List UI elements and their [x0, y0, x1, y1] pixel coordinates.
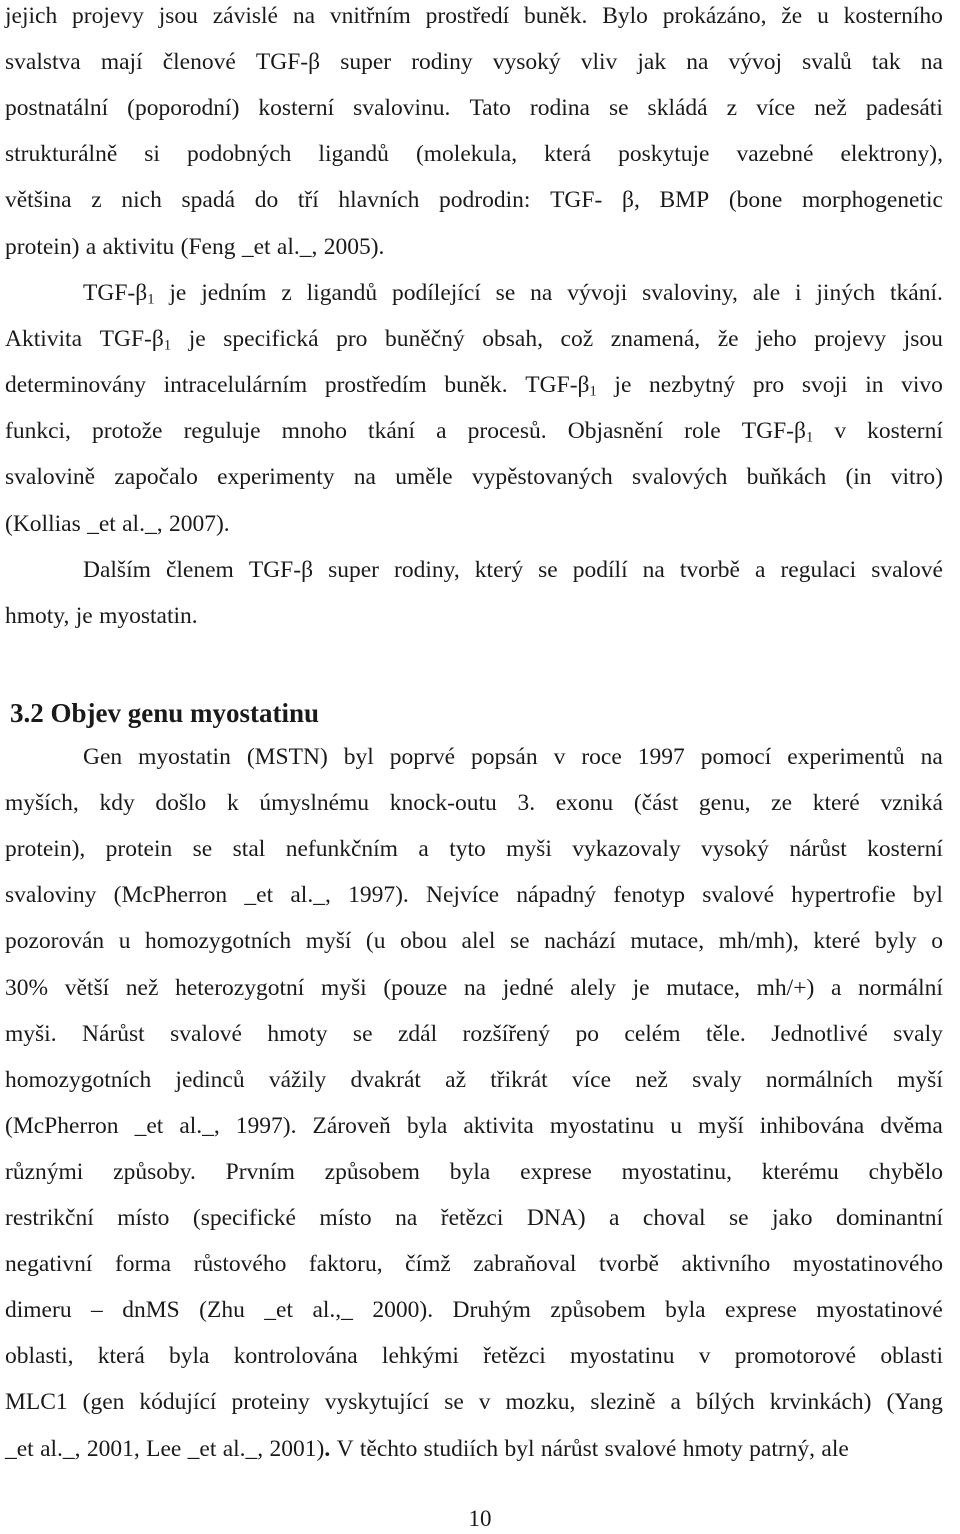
text-line: (Kollias _et al._, 2007). [5, 510, 230, 537]
section-number: 3.2 [10, 698, 44, 728]
text-line: MLC1 (gen kódující proteiny vyskytující se v mozku, slezině a bílých krvinkách) (Yang [5, 1389, 943, 1416]
section-title: Objev genu myostatinu [50, 698, 320, 728]
page-number: 10 [468, 1506, 492, 1531]
text-line: 30% větší než heterozygotní myši (pouze na jedné alely je mutace, mh/+) a normální [5, 974, 943, 1001]
text-line: negativní forma růstového faktoru, čímž zabraňoval tvorbě aktivního myostatinového [5, 1251, 943, 1278]
text-line: oblasti, která byla kontrolována lehkými řetězci myostatinu v promotorové oblasti [5, 1343, 943, 1370]
text-line: Gen myostatin (MSTN) byl poprvé popsán v roce 1997 pomocí experimentů na [83, 744, 943, 770]
text-line: TGF-$\beta_1$ je jedním z ligandů podílející se na vývoji svaloviny, ale i jiných tkání. [83, 280, 943, 308]
text-line: většina z nich spadá do tří hlavních podrodin: TGF- β, BMP (bone morphogenetic [5, 187, 943, 214]
text-line: jejich projevy jsou závislé na vnitřním prostředí buněk. Bylo prokázáno, že u kosterního [5, 3, 943, 29]
text-line: strukturálně si podobných ligandů (molekula, která poskytuje vazebné elektrony), [5, 141, 943, 168]
text-line: homozygotních jedinců vážily dvakrát až třikrát více než svaly normálních myší [5, 1066, 943, 1093]
text-line: myších, kdy došlo k úmyslnému knock-outu 3. exonu (část genu, ze které vzniká [5, 790, 943, 817]
document-page [5, 0, 943, 1533]
text-line: determinovány intracelulárním prostředím buněk. TGF-$\beta_1$ je nezbytný pro svoji in vivo [5, 372, 943, 400]
text-line: protein), protein se stal nefunkčním a tyto myši vykazovaly vysoký nárůst kosterní [5, 836, 943, 863]
text-line: svalovině započalo experimenty na uměle vypěstovaných svalových buňkách (in vitro) [5, 464, 943, 491]
text-line: postnatální (poporodní) kosterní svalovinu. Tato rodina se skládá z více než padesáti [5, 95, 943, 122]
text-line: svalstva mají členové TGF-β super rodiny vysoký vliv jak na vývoj svalů tak na [5, 49, 943, 76]
text-line: hmoty, je myostatin. [5, 603, 198, 630]
text-line: restrikční místo (specifické místo na řetězci DNA) a choval se jako dominantní [5, 1205, 943, 1231]
text-line: _et al._, 2001, Lee _et al._, 2001). V těchto studiích byl nárůst svalové hmoty patrný, ale [5, 1435, 849, 1462]
section-heading [10, 696, 319, 730]
text-line: myši. Nárůst svalové hmoty se zdál rozšířený po celém těle. Jednotlivé svaly [5, 1020, 943, 1047]
text-line: Dalším členem TGF-β super rodiny, který se podílí na tvorbě a regulaci svalové [83, 557, 943, 583]
text-line: (McPherron _et al._, 1997). Zároveň byla aktivita myostatinu u myší inhibována dvěma [5, 1112, 943, 1139]
text-line: protein) a aktivitu (Feng _et al._, 2005). [5, 233, 385, 260]
text-line: funkci, protože reguluje mnoho tkání a procesů. Objasnění role TGF-$\beta_1$ v kosterní [5, 418, 943, 446]
text-line: Aktivita TGF-$\beta_1$ je specifická pro buněčný obsah, což znamená, že jeho projevy jsou [5, 326, 943, 354]
text-line: dimeru – dnMS (Zhu _et al.,_ 2000). Druhým způsobem byla exprese myostatinové [5, 1297, 943, 1324]
text-line: pozorován u homozygotních myší (u obou alel se nachází mutace, mh/mh), které byly o [5, 928, 943, 955]
text-line: svaloviny (McPherron _et al._, 1997). Nejvíce nápadný fenotyp svalové hypertrofie byl [5, 882, 943, 909]
text-line: různými způsoby. Prvním způsobem byla exprese myostatinu, kterému chybělo [5, 1158, 943, 1185]
